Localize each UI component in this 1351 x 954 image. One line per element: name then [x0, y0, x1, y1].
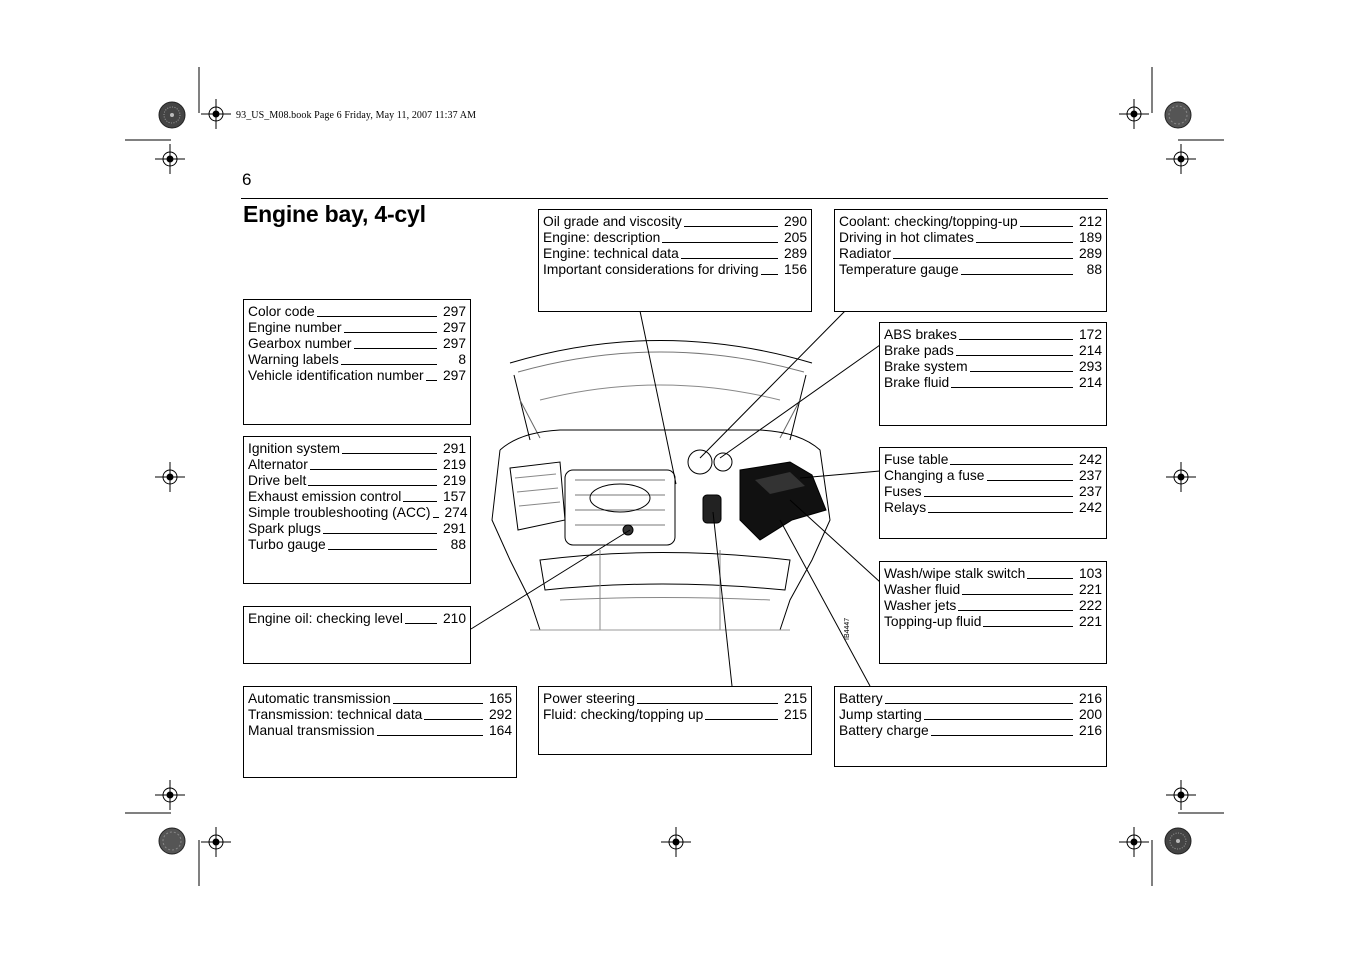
entry-page-number: 293 [1078, 359, 1102, 374]
leader-rule [433, 517, 439, 518]
leader-rule [342, 453, 437, 454]
washer-box [879, 561, 1107, 664]
entry-page-number: 290 [783, 214, 807, 229]
entry-page-number: 156 [783, 262, 807, 277]
brakes-box [879, 322, 1107, 426]
entry-page-number: 291 [442, 441, 466, 456]
entry-page-number: 157 [442, 489, 466, 504]
entry-label: Warning labels [248, 352, 339, 367]
leader-rule [928, 512, 1073, 513]
entry-page-number: 289 [783, 246, 807, 261]
leader-rule [354, 348, 437, 349]
entry-label: Fluid: checking/topping up [543, 707, 704, 722]
index-entry [884, 614, 1102, 630]
entry-page-number: 297 [442, 304, 466, 319]
index-entry [839, 723, 1102, 739]
entry-page-number: 289 [1078, 246, 1102, 261]
entry-page-number: 219 [442, 473, 466, 488]
entry-page-number: 221 [1078, 614, 1102, 629]
leader-rule [976, 242, 1073, 243]
leader-rule [424, 719, 483, 720]
leader-rule [958, 610, 1073, 611]
entry-label: Washer jets [884, 598, 957, 613]
entry-label: Brake pads [884, 343, 954, 358]
index-entry [884, 375, 1102, 391]
leader-rule [684, 226, 778, 227]
leader-rule [1027, 578, 1073, 579]
entry-label: Color code [248, 304, 315, 319]
battery-box [834, 686, 1107, 767]
leader-rule [1020, 226, 1073, 227]
entry-label: Vehicle identification number [248, 368, 424, 383]
entry-label: Jump starting [839, 707, 922, 722]
index-entry [248, 505, 466, 521]
entry-label: Coolant: checking/topping-up [839, 214, 1018, 229]
entry-label: Engine number [248, 320, 342, 335]
index-entry [248, 473, 466, 489]
index-entry [543, 707, 807, 723]
index-entry [884, 484, 1102, 500]
index-entry [884, 468, 1102, 484]
index-entry [248, 723, 512, 739]
leader-rule [403, 501, 437, 502]
coolant-box [834, 209, 1107, 312]
index-entry [248, 457, 466, 473]
leader-rule [317, 316, 437, 317]
leader-rule [662, 242, 778, 243]
entry-label: Engine: technical data [543, 246, 679, 261]
entry-label: Changing a fuse [884, 468, 985, 483]
leader-rule [308, 485, 437, 486]
figure-code: IB4447 [844, 617, 851, 640]
entry-page-number: 297 [442, 320, 466, 335]
leader-rule [951, 387, 1073, 388]
entry-label: Engine: description [543, 230, 661, 245]
entry-page-number: 164 [488, 723, 512, 738]
entry-label: Wash/wipe stalk switch [884, 566, 1026, 581]
entry-label: Drive belt [248, 473, 307, 488]
entry-label: Ignition system [248, 441, 341, 456]
index-entry [839, 230, 1102, 246]
entry-label: Gearbox number [248, 336, 352, 351]
oil-grade-box [538, 209, 812, 312]
fuses-box [879, 447, 1107, 539]
entry-label: ABS brakes [884, 327, 957, 342]
entry-label: Fuses [884, 484, 922, 499]
entry-label: Power steering [543, 691, 636, 706]
entry-label: Automatic transmission [248, 691, 391, 706]
leader-rule [310, 469, 437, 470]
leader-rule [761, 274, 779, 275]
leader-rule [705, 719, 778, 720]
entry-page-number: 297 [442, 336, 466, 351]
leader-rule [987, 480, 1074, 481]
entry-label: Battery [839, 691, 883, 706]
leader-rule [924, 719, 1073, 720]
index-entry [248, 336, 466, 352]
entry-page-number: 237 [1078, 484, 1102, 499]
leader-rule [323, 533, 437, 534]
engine-oil-box [243, 606, 471, 664]
leader-rule [885, 703, 1073, 704]
leader-rule [637, 703, 778, 704]
vehicle-id-box [243, 299, 471, 425]
entry-page-number: 212 [1078, 214, 1102, 229]
index-entry [543, 246, 807, 262]
entry-label: Battery charge [839, 723, 929, 738]
entry-label: Important considerations for driving [543, 262, 759, 277]
index-entry [839, 691, 1102, 707]
index-entry [884, 452, 1102, 468]
entry-page-number: 215 [783, 707, 807, 722]
entry-page-number: 214 [1078, 343, 1102, 358]
index-entry [543, 262, 807, 278]
entry-label: Driving in hot climates [839, 230, 974, 245]
entry-label: Radiator [839, 246, 892, 261]
entry-label: Oil grade and viscosity [543, 214, 682, 229]
entry-page-number: 172 [1078, 327, 1102, 342]
index-entry [839, 246, 1102, 262]
leader-rule [328, 549, 437, 550]
leader-rule [970, 371, 1073, 372]
entry-page-number: 221 [1078, 582, 1102, 597]
index-entry [248, 320, 466, 336]
entry-page-number: 242 [1078, 500, 1102, 515]
leader-rule [950, 464, 1073, 465]
page-number: 6 [242, 170, 252, 189]
index-entry [884, 500, 1102, 516]
index-entry [884, 343, 1102, 359]
leader-rule [983, 626, 1073, 627]
entry-page-number: 103 [1078, 566, 1102, 581]
index-entry [884, 566, 1102, 582]
leader-rule [962, 594, 1073, 595]
entry-page-number: 291 [442, 521, 466, 536]
entry-page-number: 274 [444, 505, 468, 520]
entry-label: Brake fluid [884, 375, 950, 390]
entry-page-number: 88 [1086, 262, 1102, 277]
index-entry [248, 611, 466, 627]
entry-page-number: 200 [1078, 707, 1102, 722]
ignition-box [243, 436, 471, 584]
index-entry [248, 521, 466, 537]
entry-label: Turbo gauge [248, 537, 326, 552]
entry-label: Temperature gauge [839, 262, 959, 277]
leader-rule [931, 735, 1073, 736]
index-entry [839, 707, 1102, 723]
leader-rule [377, 735, 483, 736]
leader-rule [393, 703, 483, 704]
leader-rule [893, 258, 1073, 259]
index-entry [248, 304, 466, 320]
leader-rule [956, 355, 1073, 356]
entry-label: Spark plugs [248, 521, 321, 536]
page-title: Engine bay, 4-cyl [243, 201, 426, 227]
entry-page-number: 88 [450, 537, 466, 552]
index-entry [248, 691, 512, 707]
index-entry [839, 262, 1102, 278]
index-entry [248, 368, 466, 384]
print-info: 93_US_M08.book Page 6 Friday, May 11, 2007 11:37 AM [236, 110, 477, 121]
leader-rule [924, 496, 1073, 497]
leader-rule [681, 258, 778, 259]
transmission-box [243, 686, 517, 778]
entry-page-number: 216 [1078, 691, 1102, 706]
entry-page-number: 215 [783, 691, 807, 706]
index-entry [248, 707, 512, 723]
entry-label: Topping-up fluid [884, 614, 982, 629]
entry-page-number: 297 [442, 368, 466, 383]
entry-label: Brake system [884, 359, 968, 374]
entry-label: Engine oil: checking level [248, 611, 403, 626]
entry-label: Fuse table [884, 452, 949, 467]
index-entry [884, 327, 1102, 343]
index-entry [884, 582, 1102, 598]
entry-page-number: 189 [1078, 230, 1102, 245]
index-entry [248, 441, 466, 457]
entry-label: Simple troubleshooting (ACC) [248, 505, 431, 520]
index-entry [248, 537, 466, 553]
entry-page-number: 205 [783, 230, 807, 245]
entry-label: Manual transmission [248, 723, 375, 738]
entry-page-number: 165 [488, 691, 512, 706]
entry-page-number: 219 [442, 457, 466, 472]
index-entry [543, 691, 807, 707]
index-entry [248, 352, 466, 368]
entry-page-number: 292 [488, 707, 512, 722]
index-entry [839, 214, 1102, 230]
index-entry [884, 598, 1102, 614]
leader-rule [405, 623, 437, 624]
entry-label: Alternator [248, 457, 308, 472]
leader-rule [426, 380, 437, 381]
entry-page-number: 214 [1078, 375, 1102, 390]
leader-rule [341, 364, 437, 365]
entry-page-number: 242 [1078, 452, 1102, 467]
entry-page-number: 8 [458, 352, 466, 367]
entry-page-number: 216 [1078, 723, 1102, 738]
index-entry [248, 489, 466, 505]
entry-page-number: 222 [1078, 598, 1102, 613]
leader-rule [959, 339, 1073, 340]
entry-label: Relays [884, 500, 927, 515]
entry-page-number: 210 [442, 611, 466, 626]
index-entry [543, 214, 807, 230]
entry-page-number: 237 [1078, 468, 1102, 483]
entry-label: Exhaust emission control [248, 489, 402, 504]
index-entry [543, 230, 807, 246]
index-entry [884, 359, 1102, 375]
leader-rule [961, 274, 1073, 275]
entry-label: Washer fluid [884, 582, 961, 597]
power-steering-box [538, 686, 812, 755]
leader-rule [344, 332, 437, 333]
entry-label: Transmission: technical data [248, 707, 423, 722]
